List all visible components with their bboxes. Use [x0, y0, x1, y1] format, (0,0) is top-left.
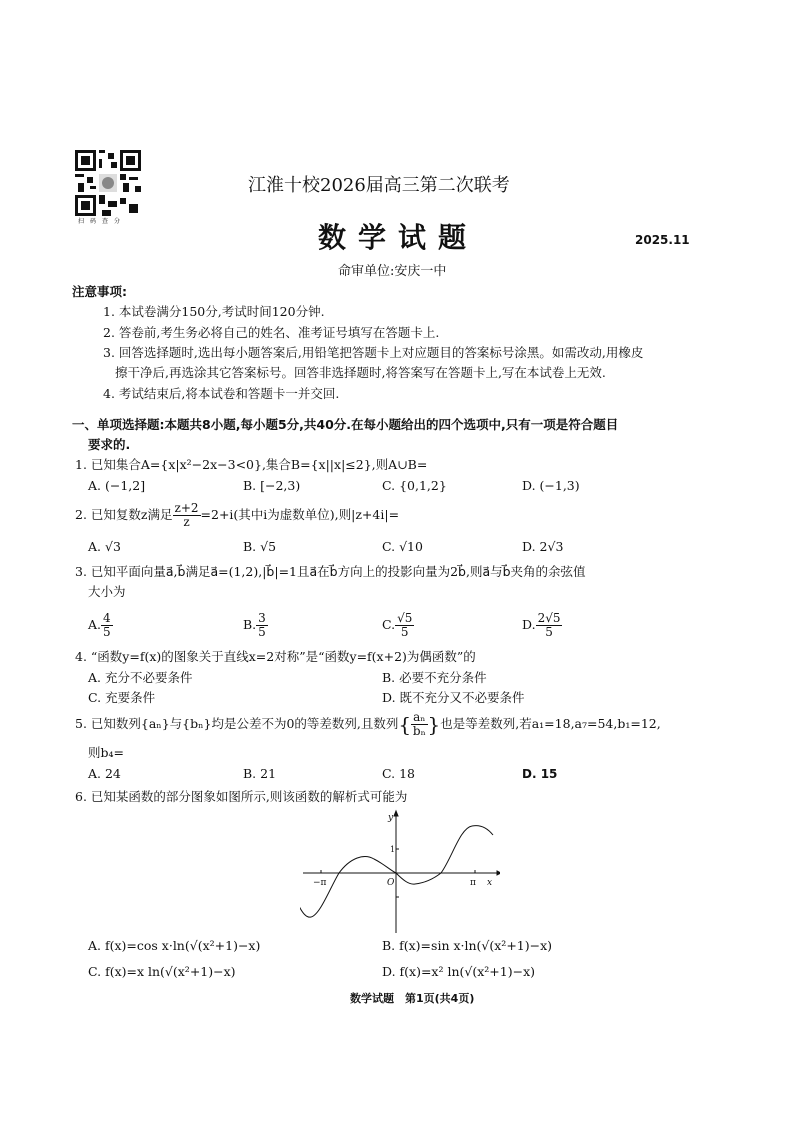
question-4-stem: 4. “函数y=f(x)的图象关于直线x=2对称”是“函数y=f(x+2)为偶函数”的 [75, 649, 476, 664]
q3-option-c [382, 612, 414, 639]
exam-name: 江淮十校2026届高三第二次联考 [248, 175, 510, 196]
q5-fraction [411, 711, 427, 738]
frac-den: 5 [400, 625, 409, 640]
q3-option-a [88, 612, 113, 639]
qr-code-icon [75, 150, 141, 216]
q1-option-a: A. (−1,2] [88, 478, 146, 493]
exam-date: 2025.11 [635, 233, 690, 247]
frac-den: 5 [103, 625, 111, 640]
question-6-stem: 6. 已知某函数的部分图象如图所示,则该函数的解析式可能为 [75, 789, 408, 804]
frac-num: 2√5 [537, 611, 561, 625]
q2-option-d: D. 2√3 [522, 539, 564, 554]
frac-num: 4 [103, 611, 111, 625]
q4-option-b: B. 必要不充分条件 [382, 670, 487, 685]
option-fraction [256, 612, 268, 639]
q6-option-d: D. f(x)=x² ln(√(x²+1)−x) [382, 964, 535, 979]
q3-option-b [243, 612, 268, 639]
setter-unit: 命审单位:安庆一中 [338, 264, 447, 279]
label-x: x [487, 878, 493, 888]
label-pi: π [470, 878, 476, 888]
question-3-stem-cont: 大小为 [88, 584, 126, 599]
frac-num: z+2 [174, 501, 199, 515]
q5-option-b: B. 21 [243, 766, 277, 781]
option-fraction [536, 612, 563, 639]
option-label: B. [243, 617, 257, 633]
label-neg-pi: −π [313, 878, 327, 888]
frac-num: √5 [397, 611, 413, 625]
q4-option-c: C. 充要条件 [88, 690, 156, 705]
y-axis-arrow-icon [394, 811, 398, 816]
q2-stem-post: =2+i(其中i为虚数单位),则|z+4i|= [200, 507, 400, 523]
q5-option-a: A. 24 [88, 766, 121, 781]
q5-option-c: C. 18 [382, 766, 415, 781]
option-label: D. [522, 617, 536, 633]
label-y: y [388, 813, 394, 823]
option-fraction [101, 612, 113, 639]
question-5-stem-cont: 则b₄= [88, 745, 124, 760]
notice-item: 4. 考试结束后,将本试卷和答题卡一并交回. [103, 386, 340, 401]
notice-item: 3. 回答选择题时,选出每小题答案后,用铅笔把答题卡上对应题目的答案标号涂黑。如需改动,用橡皮 [103, 345, 644, 360]
q6-option-b: B. f(x)=sin x·ln(√(x²+1)−x) [382, 938, 553, 953]
section-heading: 要求的. [88, 437, 131, 452]
x-axis-arrow-icon [497, 871, 500, 875]
q4-option-a: A. 充分不必要条件 [88, 670, 193, 685]
frac-den: 5 [545, 625, 553, 640]
notice-item: 1. 本试卷满分150分,考试时间120分钟. [103, 304, 325, 319]
page-title: 数学试题 [318, 221, 479, 254]
function-graph [300, 808, 500, 933]
q1-option-b: B. [−2,3) [243, 478, 301, 493]
frac-num: 3 [258, 611, 266, 625]
label-y-1: 1 [390, 845, 396, 854]
brace-left: { [398, 712, 412, 737]
q1-option-d: D. (−1,3) [522, 478, 580, 493]
q1-option-c: C. {0,1,2} [382, 478, 447, 493]
option-fraction [395, 612, 414, 639]
notice-title: 注意事项: [72, 284, 127, 299]
qr-caption: 扫码查分 [78, 218, 127, 225]
page-footer: 数学试题 第1页(共4页) [350, 992, 475, 1005]
notice-item: 擦干净后,再选涂其它答案标号。回答非选择题时,将答案写在答题卡上,写在本试卷上无效. [115, 365, 606, 380]
q2-option-c: C. √10 [382, 539, 423, 554]
option-label: C. [382, 617, 396, 633]
q6-option-c: C. f(x)=x ln(√(x²+1)−x) [88, 964, 236, 979]
question-5-stem [75, 711, 661, 738]
option-label: A. [88, 617, 102, 633]
question-1-stem: 1. 已知集合A={x|x²−2x−3<0},集合B={x||x|≤2},则A∪B= [75, 457, 428, 472]
frac-den: z [183, 515, 190, 530]
label-origin: O [387, 878, 395, 888]
question-2-stem [75, 502, 399, 529]
brace-right: } [427, 712, 441, 737]
q2-stem-pre: 2. 已知复数z满足 [75, 507, 173, 523]
notice-item: 2. 答卷前,考生务必将自己的姓名、准考证号填写在答题卡上. [103, 325, 440, 340]
frac-den: bₙ [412, 724, 426, 739]
q3-option-d [522, 612, 562, 639]
label-y-neg1: −1 [386, 893, 398, 902]
q5-stem-pre: 5. 已知数列{aₙ}与{bₙ}均是公差不为0的等差数列,且数列 [75, 716, 399, 732]
question-3-stem: 3. 已知平面向量a⃗,b⃗满足a⃗=(1,2),|b⃗|=1且a⃗在b⃗方向上的投影向量为2b⃗,则a⃗与b⃗夹角的余弦值 [75, 564, 586, 579]
q2-option-a: A. √3 [88, 539, 121, 554]
q4-option-d: D. 既不充分又不必要条件 [382, 690, 525, 705]
q6-option-a: A. f(x)=cos x·ln(√(x²+1)−x) [88, 938, 261, 953]
q2-option-b: B. √5 [243, 539, 277, 554]
frac-num: aₙ [413, 710, 426, 724]
q5-option-d: D. 15 [522, 767, 558, 781]
frac-den: 5 [258, 625, 266, 640]
section-heading: 一、单项选择题:本题共8小题,每小题5分,共40分.在每小题给出的四个选项中,只有一项是符合题目 [72, 417, 619, 432]
q5-stem-post: 也是等差数列,若a₁=18,a₇=54,b₁=12, [440, 716, 661, 732]
q2-fraction [173, 502, 201, 529]
